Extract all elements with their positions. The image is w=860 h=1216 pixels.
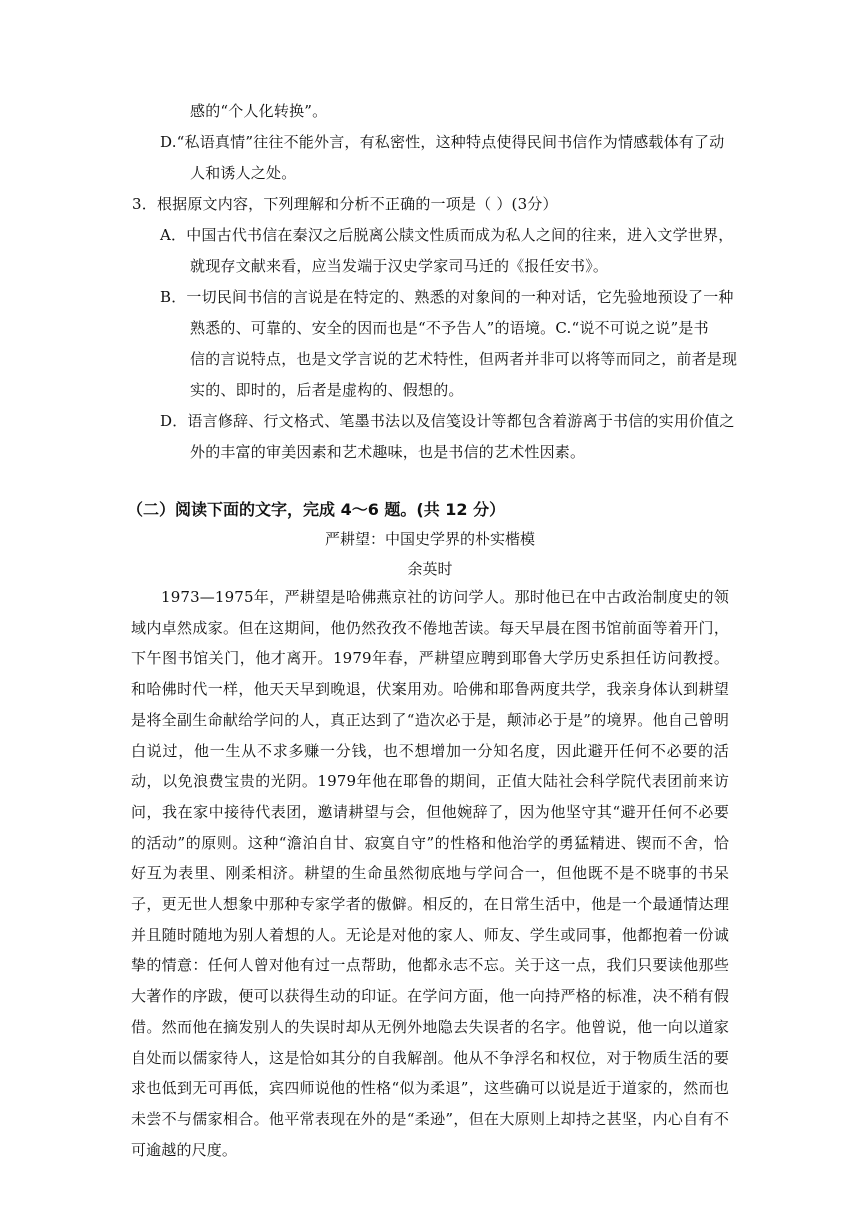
q3-option-a-line2: 就现存文献来看，应当发端于汉史学家司马迁的《报任安书》。 (190, 257, 609, 275)
q2-option-d-line1: D.“私语真情”往往不能外言，有私密性，这种特点使得民间书信作为情感载体有了动 (160, 133, 725, 151)
q3-stem: 3．根据原文内容，下列理解和分析不正确的一项是（ ）(3分） (132, 195, 558, 213)
section-heading: （二）阅读下面的文字，完成 4～6 题。(共 12 分） (127, 500, 506, 519)
q2-option-d-line2: 人和诱人之处。 (190, 164, 297, 182)
q3-option-b-line3: 信的言说特点，也是文学言说的艺术特性，但两者并非可以将等而同之，前者是现 (190, 350, 738, 368)
q3-option-a-line1: A．中国古代书信在秦汉之后脱离公牍文性质而成为私人之间的往来，进入文学世界， (160, 226, 734, 244)
article-paragraph: 1973—1975年，严耕望是哈佛燕京社的访问学人。那时他已在中古政治制度史的领域内卓然成家。但在这期间，他仍然孜孜不倦地苦读。每天早晨在图书馆前面等着开门，下午图书馆关门，他才离开。1979年春，严耕望应聘到耶鲁大学历史系担任访问教授。和哈佛时代一样，他天天早到晚退，伏案用劝。哈佛和耶鲁两度共学，我亲身体认到耕望是将全副生命献给学问的人，真正达到了“造次必于是，颠沛必于是”的境界。他自己曾明白说过，他一生从不求多赚一分钱，也不想增加一分知名度，因此避开任何不必要的活动，以免浪费宝贵的光阴。1979年他在耶鲁的期间，正值大陆社会科学院代表团前来访问，我在家中接待代表团，邀请耕望与会，但他婉辞了，因为他坚守其“避开任何不必要的活动”的原则。这种“澹泊自甘、寂寞自守”的性格和他治学的勇猛精进、锲而不舍，恰好互为表里、刚柔相济。耕望的生命虽然彻底地与学问合一，但他既不是不晓事的书呆子，更无世人想象中那种专家学者的傲僻。相反的，在日常生活中，他是一个最通情达理并且随时随地为别人着想的人。无论是对他的家人、师友、学生或同事，他都抱着一份诚挚的情意：任何人曾对他有过一点帮助，他都永志不忘。关于这一点，我们只要读他那些大著作的序跋，便可以获得生动的印证。在学问方面，他一向持严格的标准，决不稍有假借。然而他在摘发别人的失误时却从无例外地隐去失误者的名字。他曾说，他一向以道家自处而以儒家待人，这是恰如其分的自我解剖。他从不争浮名和权位，对于物质生活的要求也低到无可再低，宾四师说他的性格“似为柔退”，这些确可以说是近于道家的，然而也未尝不与儒家相合。他平常表现在外的是“柔逊”，但在大原则上却持之甚坚，内心自有不可逾越的尺度。 (131, 588, 729, 1159)
q3-option-b-line2: 熟悉的、可靠的、安全的因而也是“不予告人”的语境。C.“说不可说之说”是书 (190, 319, 709, 337)
q3-option-d-line2: 外的丰富的审美因素和艺术趣味，也是书信的艺术性因素。 (190, 443, 586, 461)
article-author: 余英时 (407, 560, 453, 578)
q3-option-b-line1: B．一切民间书信的言说是在特定的、熟悉的对象间的一种对话，它先验地预设了一种 (160, 288, 734, 306)
q3-option-b-line4: 实的、即时的，后者是虚构的、假想的。 (190, 381, 464, 399)
q2-option-c-tail: 感的“个人化转换”。 (190, 102, 328, 120)
article-title: 严耕望：中国史学界的朴实楷模 (324, 530, 535, 548)
q3-option-d-line1: D．语言修辞、行文格式、笔墨书法以及信笺设计等都包含着游离于书信的实用价值之 (160, 412, 735, 430)
